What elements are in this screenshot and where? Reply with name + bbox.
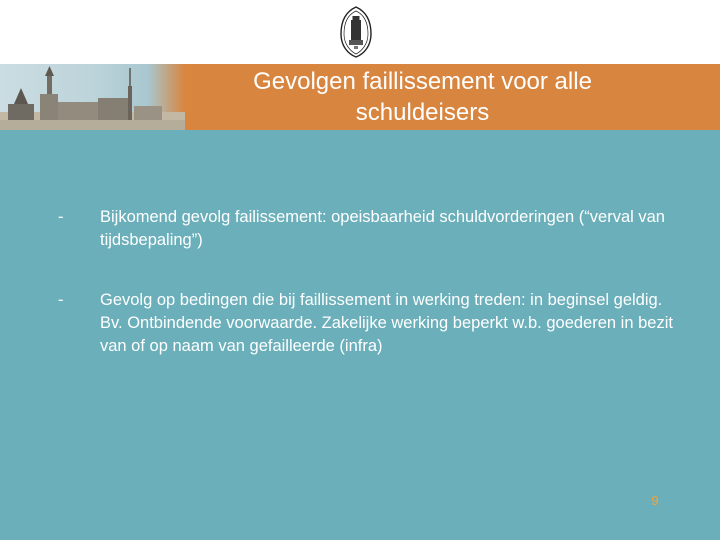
city-skyline-image [0,64,185,130]
bullet-marker: - [58,208,64,226]
bullet-text: Gevolg op bedingen die bij faillissement in werking treden: in beginsel geldig. Bv. Ontbindende voorwaarde. Zakelijke werking beperkt w.b. goederen in bezit van of op naam van gefailleerde (infra) [100,291,673,355]
content-area [0,130,720,540]
page-number: 9 [651,493,659,508]
top-strip [0,0,720,64]
bullet-marker: - [58,291,64,309]
bullet-text: Bijkomend gevolg failissement: opeisbaarheid schuldvorderingen (“verval van tijdsbepaling”) [100,208,665,249]
bullet-item [58,289,678,358]
header-band [0,64,720,130]
slide-title: Gevolgen faillissement voor alle schuldeisers [253,68,592,126]
bullet-item [58,206,678,252]
university-seal-icon [340,6,372,58]
